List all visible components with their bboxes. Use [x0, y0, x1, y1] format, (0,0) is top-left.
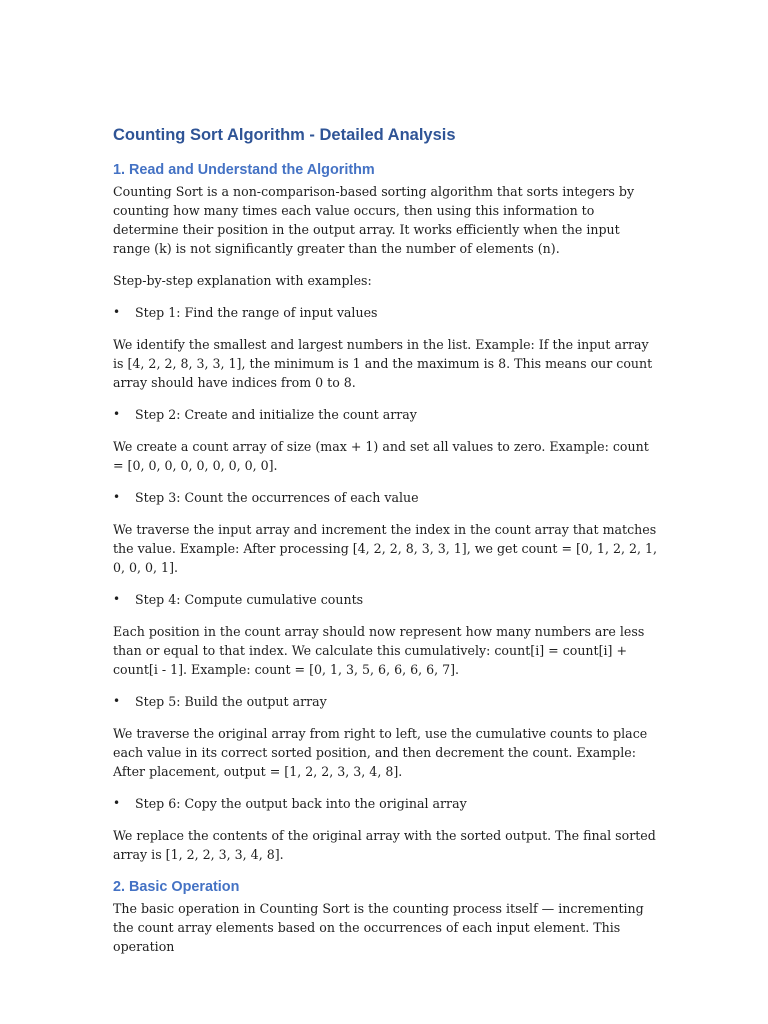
- step-1-label: Step 1: Find the range of input values: [135, 305, 378, 320]
- basic-operation-paragraph: The basic operation in Counting Sort is the counting process itself — incrementing the count array elements based on the occurrences of each input element. This operation: [113, 901, 644, 954]
- bullet-icon: •: [113, 490, 121, 504]
- step-6-label: Step 6: Copy the output back into the original array: [135, 796, 467, 811]
- bullet-icon: •: [113, 694, 121, 708]
- steps-intro-paragraph: Step-by-step explanation with examples:: [113, 273, 372, 288]
- bullet-icon: •: [113, 592, 121, 606]
- step-3-label: Step 3: Count the occurrences of each value: [135, 490, 419, 505]
- bullet-icon: •: [113, 305, 121, 319]
- step-5-bullet: [113, 692, 659, 711]
- step-2-label: Step 2: Create and initialize the count array: [135, 407, 417, 422]
- document-body: [113, 124, 659, 969]
- intro-paragraph: Counting Sort is a non-comparison-based sorting algorithm that sorts integers by counting how many times each value occurs, then using this information to determine their position in the output array. It works efficiently when the input range (k) is not significantly greater than the number of elements (n).: [113, 184, 635, 256]
- step-2-description: We create a count array of size (max + 1) and set all values to zero. Example: count = [0, 0, 0, 0, 0, 0, 0, 0, 0].: [113, 439, 649, 473]
- step-6-bullet: [113, 794, 659, 813]
- step-1-description: We identify the smallest and largest numbers in the list. Example: If the input array is [4, 2, 2, 8, 3, 3, 1], the minimum is 1 and the maximum is 8. This means our count array should have indices from 0 to 8.: [113, 337, 653, 390]
- step-4-bullet: [113, 590, 659, 609]
- document-title: Counting Sort Algorithm - Detailed Analysis: [113, 126, 456, 144]
- step-1-bullet: [113, 303, 659, 322]
- step-5-description: We traverse the original array from right to left, use the cumulative counts to place each value in its correct sorted position, and then decrement the count. Example: After placement, output = [1, 2, 2, 3, 3, 4, 8].: [113, 726, 648, 779]
- step-6-description: We replace the contents of the original array with the sorted output. The final sorted array is [1, 2, 2, 3, 3, 4, 8].: [113, 828, 656, 862]
- step-2-bullet: [113, 405, 659, 424]
- step-3-bullet: [113, 488, 659, 507]
- step-5-label: Step 5: Build the output array: [135, 694, 327, 709]
- step-4-description: Each position in the count array should now represent how many numbers are less than or equal to that index. We calculate this cumulatively: count[i] = count[i] + count[i - 1]. Example: count = [0, 1, 3, 5, 6, 6, 6, 6, 7].: [113, 624, 645, 677]
- bullet-icon: •: [113, 407, 121, 421]
- step-3-description: We traverse the input array and increment the index in the count array that matches the value. Example: After processing [4, 2, 2, 8, 3, 3, 1], we get count = [0, 1, 2, 2, 1, 0, 0, 0, 1].: [113, 522, 658, 575]
- section-heading-basic-operation: 2. Basic Operation: [113, 879, 240, 895]
- step-4-label: Step 4: Compute cumulative counts: [135, 592, 364, 607]
- bullet-icon: •: [113, 796, 121, 810]
- section-heading-read-understand: 1. Read and Understand the Algorithm: [113, 162, 375, 178]
